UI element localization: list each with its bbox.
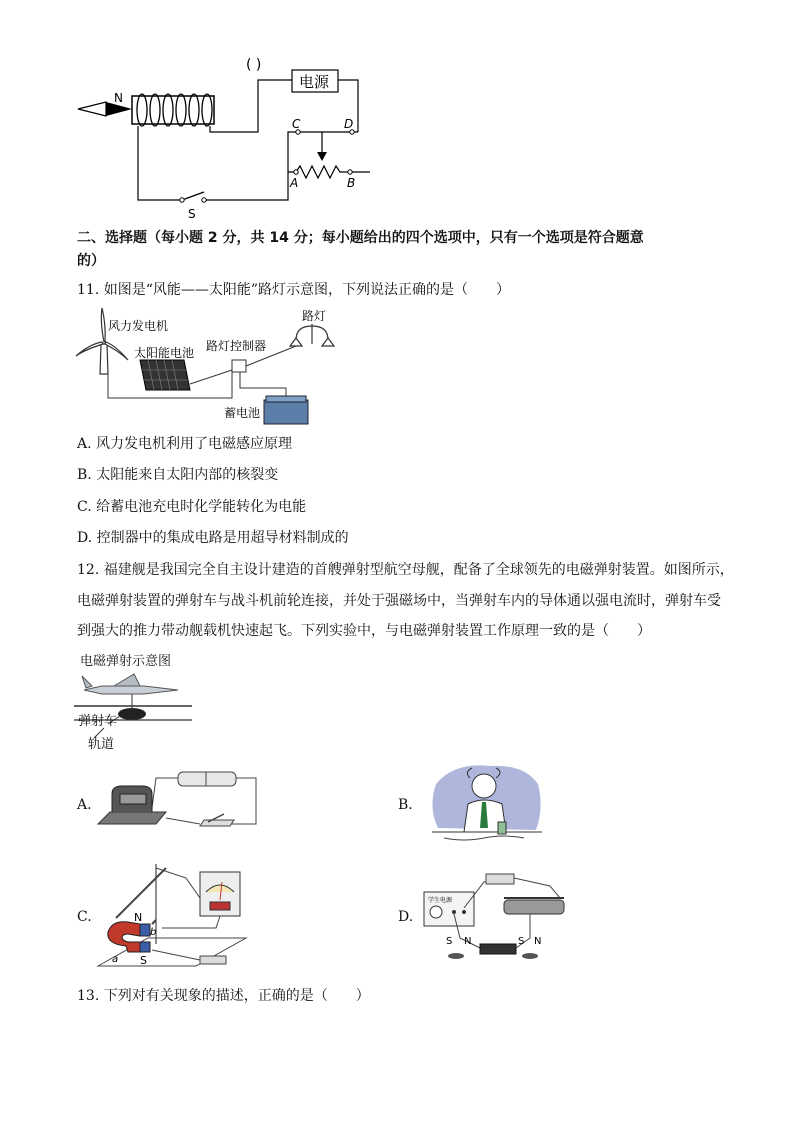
- battery-icon: [498, 822, 506, 834]
- switch-icon: [200, 956, 226, 964]
- magnet-n1-label: N: [464, 936, 472, 947]
- terminal-d-label: D: [344, 117, 354, 131]
- terminal-c-label: C: [292, 117, 301, 131]
- q12-option-a-letter: A.: [77, 797, 92, 813]
- switch-icon: [200, 820, 234, 826]
- q12-option-c-letter: C.: [77, 909, 92, 925]
- terminal-dots: [180, 130, 354, 202]
- solar-panel-icon: [140, 360, 190, 390]
- q13-stem: 13. 下列对有关现象的描述，正确的是（ ）: [77, 988, 370, 1004]
- magnet-s1-label: S: [446, 936, 453, 947]
- rod-end-b-label: b: [150, 927, 157, 938]
- fighter-jet-icon: [82, 674, 178, 694]
- power-device-label: 学生电源: [428, 897, 453, 904]
- q12-stem-line1: 12. 福建舰是我国完全自主设计建造的首艘弹射型航空母舰，配备了全球领先的电磁弹射装置。如图所示，: [77, 562, 734, 578]
- q11-option-d: D. 控制器中的集成电路是用超导材料制成的: [77, 530, 349, 546]
- cart-label: 弹射车: [78, 714, 118, 729]
- q11-option-b: B. 太阳能来自太阳内部的核裂变: [77, 467, 279, 483]
- pole-n-label: N: [134, 911, 143, 924]
- option-d-motor-figure: [420, 868, 580, 964]
- rails-conductor: [480, 944, 516, 954]
- q12-stem-line3: 到强大的推力带动舰载机快速起飞。下列实验中，与电磁弹射装置工作原理一致的是（ ）: [77, 623, 651, 639]
- terminal-b-label: B: [347, 176, 356, 190]
- battery-pack-icon: [178, 772, 236, 786]
- scientist-head-icon: [472, 774, 496, 798]
- switch-icon: [486, 874, 514, 884]
- blank-bracket: ( ): [246, 57, 262, 73]
- battery-icon: [264, 396, 308, 424]
- track-label: 轨道: [88, 737, 115, 752]
- wind-solar-streetlight-figure: [72, 304, 342, 430]
- galvanometer-icon: [200, 872, 240, 916]
- q12-option-d-letter: D.: [398, 909, 414, 925]
- q12-stem-line2: 电磁弹射装置的弹射车与战斗机前轮连接，并处于强磁场中，当弹射车内的导体通以强电流时，弹射车受: [77, 593, 721, 609]
- rod-end-a-label: a: [112, 954, 119, 965]
- wind-turbine-icon: [76, 308, 128, 374]
- q11-option-a: A. 风力发电机利用了电磁感应原理: [77, 436, 293, 452]
- magnet-s2-label: S: [518, 936, 525, 947]
- q11-stem: 11. 如图是“风能——太阳能”路灯示意图，下列说法正确的是（ ）: [77, 282, 511, 298]
- electromagnet-circuit-diagram: [70, 52, 390, 222]
- controller-label: 路灯控制器: [206, 339, 267, 353]
- section-heading-line2: 的）: [77, 253, 105, 269]
- catapult-figure-caption: 电磁弹射示意图: [80, 654, 172, 669]
- magnet-base: [98, 812, 166, 824]
- option-a-generator-figure: [96, 764, 266, 836]
- q12-option-b-letter: B.: [398, 797, 413, 813]
- compass-needle-icon: [78, 102, 132, 116]
- u-magnet-icon: [108, 922, 140, 952]
- section-heading-line1: 二、选择题（每小题 2 分，共 14 分；每小题给出的四个选项中，只有一个选项是符合题意: [77, 230, 644, 246]
- battery-label: 蓄电池: [224, 406, 261, 420]
- solar-cell-label: 太阳能电池: [134, 346, 195, 360]
- wind-generator-label: 风力发电机: [108, 319, 169, 333]
- controller-box: [232, 360, 246, 372]
- magnet-n2-label: N: [534, 936, 542, 947]
- street-lamp-icon: [290, 324, 334, 346]
- switch-s-label: S: [188, 207, 196, 221]
- rheostat-icon: [504, 898, 564, 914]
- pole-n-label: N: [114, 91, 123, 105]
- q11-option-c: C. 给蓄电池充电时化学能转化为电能: [77, 499, 307, 515]
- power-label: 电源: [299, 73, 330, 91]
- option-b-oersted-figure: [424, 758, 546, 846]
- terminal-a-label: A: [290, 176, 299, 190]
- street-lamp-label: 路灯: [302, 309, 327, 323]
- pole-s-label: S: [140, 954, 147, 967]
- option-c-induction-figure: [96, 858, 256, 976]
